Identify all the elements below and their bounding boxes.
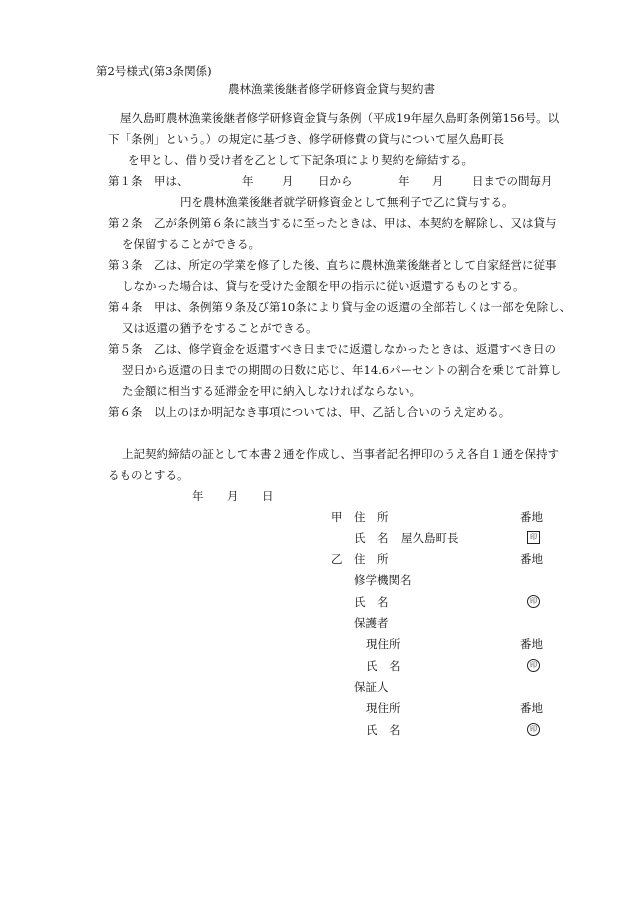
closing-line-1: 上記契約締結の証として本書２通を作成し、当事者記名押印のうえ各自１通を保持す xyxy=(122,447,559,461)
closing-line-2: るものとする。 xyxy=(108,468,189,482)
article-2-line-1: 第２条 乙が条例第６条に該当するに至ったときは、甲は、本契約を解除し、又は貸与 xyxy=(108,216,557,230)
party-a-name-value: 屋久島町長 xyxy=(401,531,459,545)
party-b-marker: 乙 xyxy=(331,552,343,566)
guardian-seal-icon: 印 xyxy=(527,659,540,672)
guardian-address-label: 現住所 xyxy=(366,637,401,651)
party-b-school-label: 修学機関名 xyxy=(354,573,412,587)
article-1-month-to: 月 xyxy=(432,174,444,188)
article-4-line-2: 又は返還の猶予をすることができる。 xyxy=(122,321,318,335)
article-1-label: 第１条 甲は、 xyxy=(108,174,189,188)
article-5-line-3: た金額に相当する延滞金を甲に納入しなければならない。 xyxy=(122,384,421,398)
guarantor-heading: 保証人 xyxy=(354,680,389,694)
guardian-address-suffix: 番地 xyxy=(520,637,543,651)
date-year: 年 xyxy=(192,489,204,503)
party-b-name-label: 氏 名 xyxy=(354,595,389,609)
party-a-marker: 甲 xyxy=(331,510,343,524)
party-b-address-suffix: 番地 xyxy=(520,552,543,566)
guardian-name-label: 氏 名 xyxy=(366,659,401,673)
guarantor-name-label: 氏 名 xyxy=(366,723,401,737)
guarantor-address-suffix: 番地 xyxy=(520,701,543,715)
guarantor-seal-icon: 印 xyxy=(527,723,540,736)
party-a-address-label: 住 所 xyxy=(354,510,389,524)
guarantor-address-label: 現住所 xyxy=(366,701,401,715)
intro-line-3: を甲とし、借り受け者を乙として下記条項により契約を締結する。 xyxy=(128,153,473,167)
party-a-address-suffix: 番地 xyxy=(520,510,543,524)
intro-line-2: 下「条例」という。）の規定に基づき、修学研修費の貸与について屋久島町長 xyxy=(108,132,505,146)
article-1-until: 日までの間毎月 xyxy=(472,174,553,188)
party-b-address-label: 住 所 xyxy=(354,552,389,566)
article-5-line-2: 翌日から返還の日までの期間の日数に応じ、年14.6パーセントの割合を乗じて計算し xyxy=(122,363,562,377)
party-b-seal-icon: 印 xyxy=(527,595,540,608)
article-6-line-1: 第６条 以上のほか明記なき事項については、甲、乙話し合いのうえ定める。 xyxy=(108,405,511,419)
intro-line-1: 屋久島町農林漁業後継者修学研修資金貸与条例（平成19年屋久島町条例第156号。以 xyxy=(120,111,560,125)
article-1-month-from: 月 xyxy=(282,174,294,188)
article-1-line-2: 円を農林漁業後継者就学研修資金として無利子で乙に貸与する。 xyxy=(180,195,514,209)
article-3-line-1: 第３条 乙は、所定の学業を修了した後、直ちに農林漁業後継者として自家経営に従事 xyxy=(108,258,557,272)
article-3-line-2: しなかった場合は、貸与を受けた金額を甲の指示に従い返還するものとする。 xyxy=(122,279,525,293)
date-day: 日 xyxy=(262,489,274,503)
article-1-year-to: 年 xyxy=(398,174,410,188)
article-5-line-1: 第５条 乙は、修学資金を返還すべき日までに返還しなかったときは、返還すべき日の xyxy=(108,342,557,356)
party-a-name-label: 氏 名 xyxy=(354,531,389,545)
article-2-line-2: を保留することができる。 xyxy=(122,237,260,251)
document-title: 農林漁業後継者修学研修資金貸与契約書 xyxy=(228,82,435,96)
form-number: 第2号様式(第3条関係) xyxy=(96,64,212,78)
guardian-heading: 保護者 xyxy=(354,616,389,630)
article-4-line-1: 第４条 甲は、条例第９条及び第10条により貸与金の返還の全部若しくは一部を免除し、 xyxy=(108,300,572,314)
article-1-day-from: 日から xyxy=(318,174,353,188)
article-1-year-from: 年 xyxy=(242,174,254,188)
date-month: 月 xyxy=(227,489,239,503)
party-a-seal-icon: 印 xyxy=(527,531,540,544)
